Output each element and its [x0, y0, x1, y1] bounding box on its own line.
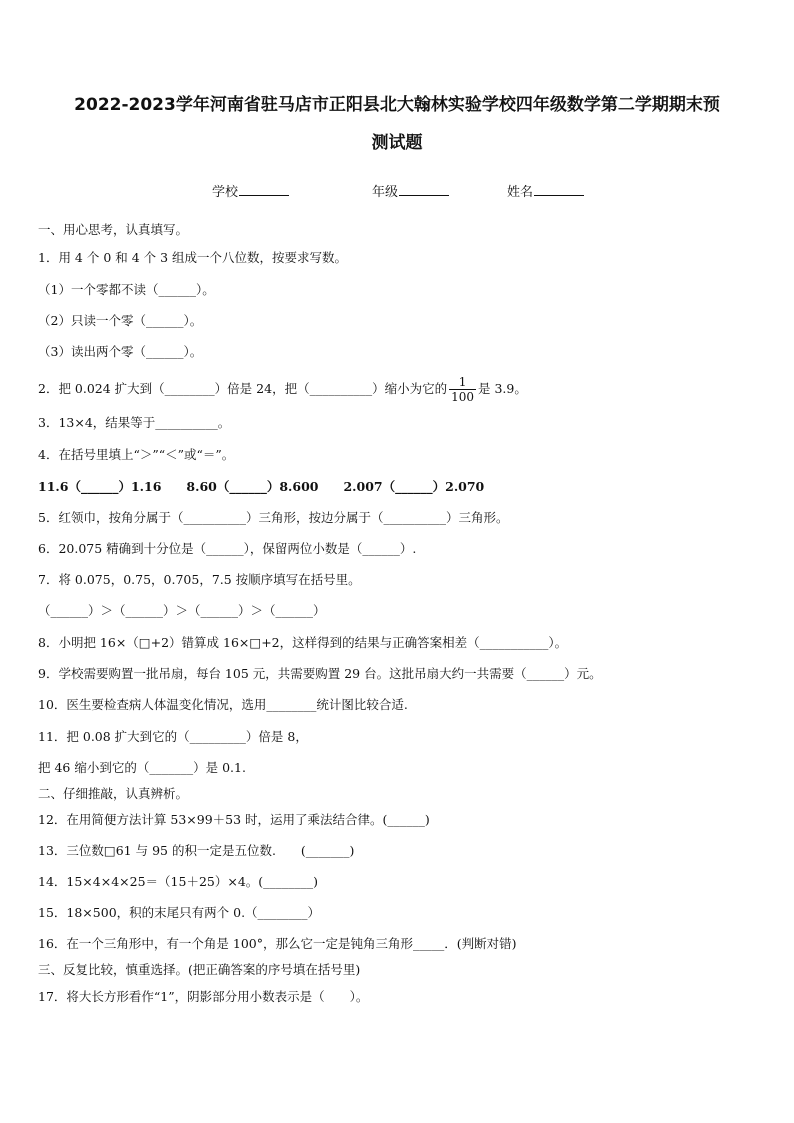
grade-label: 年级: [372, 185, 399, 200]
question-1-part-3: （3）读出两个零（______）。: [38, 344, 203, 359]
question-11: 11．把 0.08 扩大到它的（_________）倍是 8，: [38, 729, 308, 744]
question-17: 17．将大长方形看作“1”，阴影部分用小数表示是（ ）。: [38, 989, 369, 1004]
school-field: [212, 181, 289, 200]
question-4-items: 11.6（______）1.16 8.60（______）8.600 2.007（______）2.070: [38, 479, 485, 494]
name-field: [507, 181, 584, 200]
school-blank: [239, 183, 289, 196]
question-2: [38, 374, 527, 404]
question-15: 15．18×500，积的末尾只有两个 0.（________）: [38, 905, 321, 920]
question-14: 14．15×4×4×25＝（15＋25）×4。(________): [38, 874, 319, 889]
section-heading-2: 二、仔细推敲，认真辨析。: [38, 786, 189, 801]
question-7-items: （______）＞（______）＞（______）＞（______）: [38, 603, 326, 618]
question-9: 9．学校需要购置一批吊扇，每台 105 元，共需要购置 29 台。这批吊扇大约一共需要（______）元。: [38, 666, 602, 681]
question-2-before: 2．把 0.024 扩大到（________）倍是 24，把（__________）缩小为它的: [38, 381, 448, 396]
question-13: 13．三位数□61 与 95 的积一定是五位数. (_______): [38, 843, 355, 858]
fraction-denominator: 100: [451, 390, 474, 404]
question-6: 6．20.075 精确到十分位是（______），保留两位小数是（______）.: [38, 541, 417, 556]
name-blank: [534, 183, 584, 196]
school-label: 学校: [212, 185, 239, 200]
grade-field: [372, 181, 449, 200]
page-title-line2: 测试题: [371, 133, 423, 153]
section-heading-3: 三、反复比较，慎重选择。(把正确答案的序号填在括号里): [38, 962, 361, 977]
question-12: 12．在用简便方法计算 53×99＋53 时，运用了乘法结合律。(______): [38, 812, 430, 827]
question-16: 16．在一个三角形中，有一个角是 100°，那么它一定是钝角三角形_____．(判断对错): [38, 936, 517, 951]
question-3: 3．13×4，结果等于__________。: [38, 415, 231, 430]
question-5: 5．红领巾，按角分属于（__________）三角形，按边分属于（__________）三角形。: [38, 510, 509, 525]
question-8: 8．小明把 16×（□+2）错算成 16×□+2，这样得到的结果与正确答案相差（___________）。: [38, 635, 568, 650]
question-1-part-2: （2）只读一个零（______）。: [38, 313, 203, 328]
page-title-line1: 2022-2023学年河南省驻马店市正阳县北大翰林实验学校四年级数学第二学期期末预: [74, 95, 720, 115]
name-label: 姓名: [507, 185, 534, 200]
question-2-after: 是 3.9。: [477, 381, 527, 396]
fraction-one-hundredth: [449, 375, 476, 404]
question-7: 7．将 0.075，0.75，0.705，7.5 按顺序填写在括号里。: [38, 572, 361, 587]
question-10: 10．医生要检查病人体温变化情况，选用________统计图比较合适.: [38, 697, 408, 712]
question-11-b: 把 46 缩小到它的（_______）是 0.1.: [38, 760, 246, 775]
question-1-part-1: （1）一个零都不读（______）。: [38, 282, 215, 297]
question-4: 4．在括号里填上“＞”“＜”或“＝”。: [38, 447, 235, 462]
fraction-numerator: 1: [449, 375, 476, 390]
section-heading-1: 一、用心思考，认真填写。: [38, 222, 189, 237]
grade-blank: [399, 183, 449, 196]
question-1: 1．用 4 个 0 和 4 个 3 组成一个八位数，按要求写数。: [38, 250, 348, 265]
